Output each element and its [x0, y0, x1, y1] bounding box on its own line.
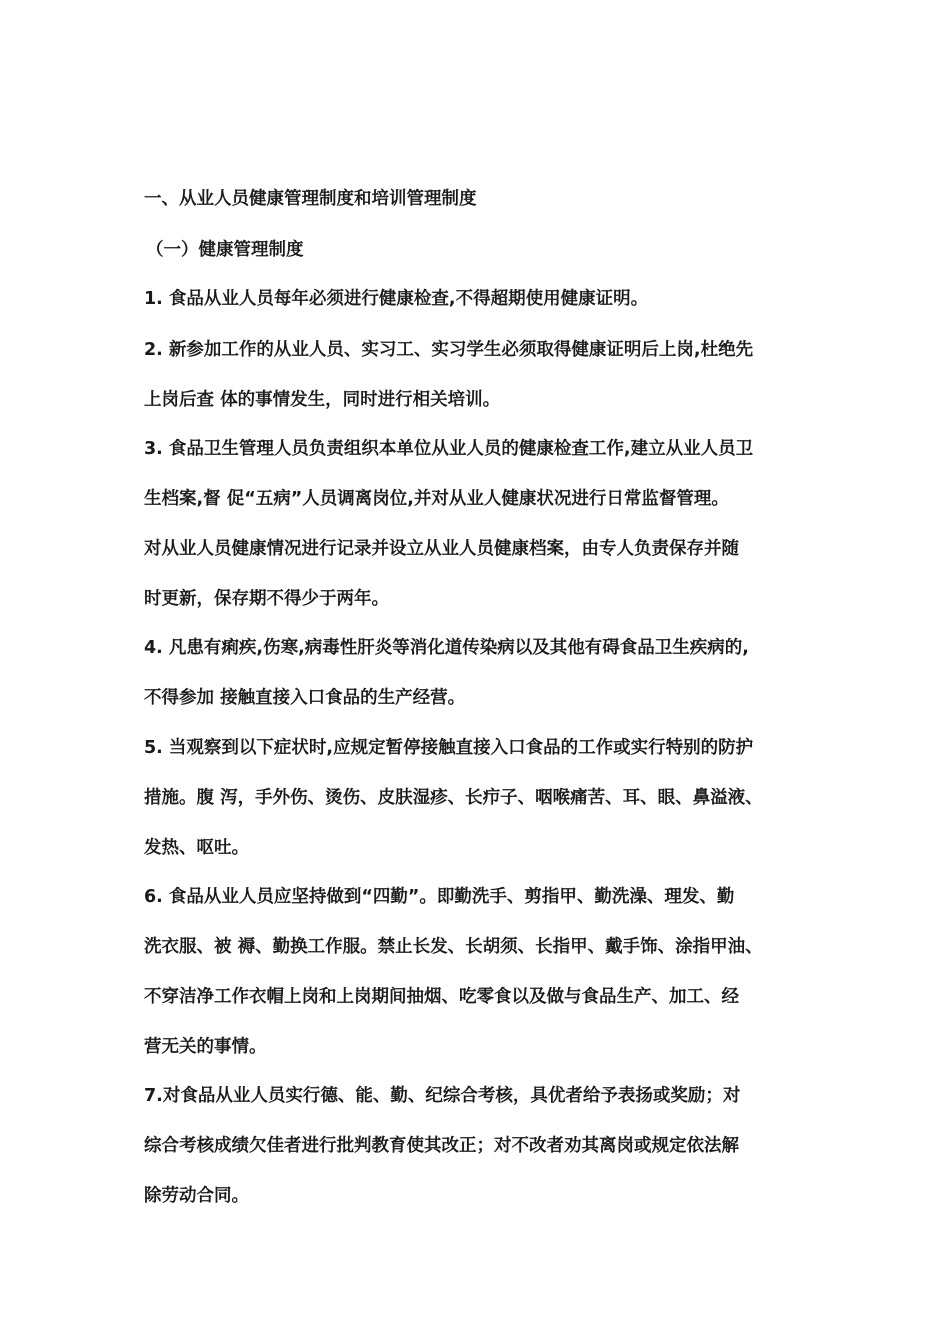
paragraph-line: 营无关的事情。: [144, 1037, 267, 1057]
section-heading: 一、从业人员健康管理制度和培训管理制度: [144, 189, 477, 209]
paragraph-line: 措施。腹 泻，手外伤、烫伤、皮肤湿疹、长疖子、咽喉痛苦、耳、眼、鼻溢液、: [144, 788, 763, 808]
paragraph-line: 上岗后查 体的事情发生，同时进行相关培训。: [144, 390, 501, 410]
paragraph-line: 7.对食品从业人员实行德、能、勤、纪综合考核，具优者给予表扬或奖励；对: [144, 1086, 741, 1106]
paragraph-line: 不穿洁净工作衣帽上岗和上岗期间抽烟、吃零食以及做与食品生产、加工、经: [144, 987, 739, 1007]
paragraph-line: 生档案,督 促“五病”人员调离岗位,并对从业人健康状况进行日常监督管理。: [144, 489, 729, 509]
paragraph-line: 不得参加 接触直接入口食品的生产经营。: [144, 688, 466, 708]
paragraph-line: 对从业人员健康情况进行记录并设立从业人员健康档案，由专人负责保存并随: [144, 539, 739, 559]
paragraph-line: 发热、呕吐。: [144, 838, 249, 858]
paragraph-line: 1. 食品从业人员每年必须进行健康检查,不得超期使用健康证明。: [144, 289, 649, 309]
paragraph-line: 6. 食品从业人员应坚持做到“四勤”。即勤洗手、剪指甲、勤洗澡、理发、勤: [144, 887, 735, 907]
subsection-heading: （一）健康管理制度: [146, 240, 304, 260]
paragraph-line: 除劳动合同。: [144, 1186, 249, 1206]
paragraph-line: 时更新，保存期不得少于两年。: [144, 589, 389, 609]
paragraph-line: 4. 凡患有痢疾,伤寒,病毒性肝炎等消化道传染病以及其他有碍食品卫生疾病的,: [144, 638, 749, 658]
paragraph-line: 洗衣服、被 褥、勤换工作服。禁止长发、长胡须、长指甲、戴手饰、涂指甲油、: [144, 937, 763, 957]
paragraph-line: 综合考核成绩欠佳者进行批判教育使其改正；对不改者劝其离岗或规定依法解: [144, 1136, 739, 1156]
paragraph-line: 5. 当观察到以下症状时,应规定暂停接触直接入口食品的工作或实行特别的防护: [144, 738, 754, 758]
paragraph-line: 3. 食品卫生管理人员负责组织本单位从业人员的健康检查工作,建立从业人员卫: [144, 439, 754, 459]
paragraph-line: 2. 新参加工作的从业人员、实习工、实习学生必须取得健康证明后上岗,杜绝先: [144, 340, 754, 360]
